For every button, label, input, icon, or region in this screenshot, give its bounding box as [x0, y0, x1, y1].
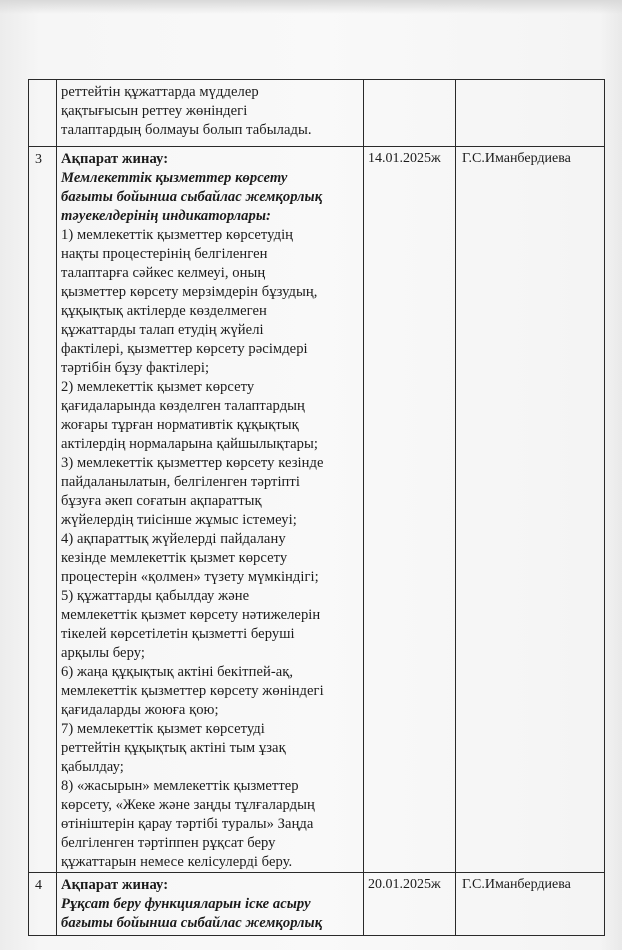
text-line: мемлекеттік қызметтер көрсету жөніндегі: [61, 683, 324, 699]
text-line: 3) мемлекеттік қызметтер көрсету кезінде: [61, 455, 324, 471]
text-line: жоғары тұрған нормативтік құқықтық: [61, 417, 299, 433]
text-line: құжаттарын немесе келісулерді беру.: [61, 854, 293, 870]
description-cell: [57, 873, 364, 936]
text-line: нақты процестерінің белгіленген: [61, 246, 268, 262]
page-top-edge: [0, 0, 622, 14]
text-line: арқылы беру;: [61, 645, 145, 661]
row-number-cell: [29, 147, 57, 873]
responsible-cell: [456, 80, 605, 147]
text-line: фактілері, қызметтер көрсету рәсімдері: [61, 341, 308, 357]
text-line: реттейтін құқықтық актіні тым ұзақ: [61, 740, 286, 756]
date-cell: [364, 873, 456, 936]
text-line: 5) құжаттарды қабылдау және: [61, 588, 250, 604]
text-line: жүйелердің тиісінше жұмыс істемеуі;: [61, 512, 297, 528]
section-subheading: тәуекелдерінің индикаторлары:: [61, 208, 271, 224]
text-line: құжаттарды талап етудің жүйелі: [61, 322, 264, 338]
text-line: бұзуға әкеп соғатын ақпараттық: [61, 493, 262, 509]
date-value: 20.01.2025ж: [368, 877, 441, 892]
responsible-name: Г.С.Иманбердиева: [462, 151, 571, 166]
responsible-cell: [456, 873, 605, 936]
responsible-name: Г.С.Иманбердиева: [462, 877, 571, 892]
text-line: қызметтер көрсету мерзімдерін бұзудың,: [61, 284, 318, 300]
text-line: кезінде мемлекеттік қызмет көрсету: [61, 550, 288, 566]
table-row: [29, 147, 605, 873]
section-subheading: бағыты бойынша сыбайлас жемқорлық: [61, 915, 323, 931]
text-line: өтініштерін қарау тәртібі туралы» Заңда: [61, 816, 314, 832]
text-line: талаптарға сәйкес келмеуі, оның: [61, 265, 266, 281]
text-line: талаптардың болмауы болып табылады.: [61, 122, 312, 138]
section-subheading: бағыты бойынша сыбайлас жемқорлық: [61, 189, 323, 205]
row-number: 4: [35, 878, 42, 893]
description-cell: [57, 80, 364, 147]
text-line: қабылдау;: [61, 759, 124, 775]
description-text: [57, 147, 363, 872]
row-number: [29, 80, 56, 83]
date-value: [364, 80, 455, 82]
text-line: 2) мемлекеттік қызмет көрсету: [61, 379, 255, 395]
row-number: 3: [35, 152, 42, 167]
text-line: 4) ақпараттық жүйелерді пайдалану: [61, 531, 286, 547]
section-subheading: Мемлекеттік қызметтер көрсету: [61, 170, 288, 186]
section-heading: Ақпарат жинау:: [61, 151, 169, 167]
text-line: процестерін «қолмен» түзету мүмкіндігі;: [61, 569, 319, 585]
responsible-cell: [456, 147, 605, 873]
table-row: [29, 873, 605, 936]
text-line: 8) «жасырын» мемлекеттік қызметтер: [61, 778, 299, 794]
text-line: қағидаларды жоюға қою;: [61, 702, 219, 718]
date-value: 14.01.2025ж: [368, 151, 441, 166]
text-line: 7) мемлекеттік қызмет көрсетуді: [61, 721, 265, 737]
text-line: қағидаларында көзделген талаптардың: [61, 398, 305, 414]
text-line: 6) жаңа құқықтық актіні бекітпей-ақ,: [61, 664, 294, 680]
row-number-cell: [29, 873, 57, 936]
text-line: тәртібін бұзу фактілері;: [61, 360, 210, 376]
text-line: пайдаланылатын, белгіленген тәртіпті: [61, 474, 300, 490]
text-line: көрсету, «Жеке және заңды тұлғалардың: [61, 797, 315, 813]
text-line: тікелей көрсетілетін қызметті беруші: [61, 626, 295, 642]
text-line: белгіленген тәртіппен рұқсат беру: [61, 835, 276, 851]
description-text: [57, 80, 363, 140]
description-cell: [57, 147, 364, 873]
date-cell: [364, 147, 456, 873]
text-line: қақтығысын реттеу жөніндегі: [61, 103, 248, 119]
row-number-cell: [29, 80, 57, 147]
section-subheading: Рұқсат беру функцияларын іске асыру: [61, 896, 311, 912]
date-cell: [364, 80, 456, 147]
text-line: реттейтін құжаттарда мүдделер: [61, 84, 259, 100]
responsible-name: [456, 80, 604, 82]
text-line: актілердің нормаларына қайшылықтары;: [61, 436, 318, 452]
plan-table: [28, 79, 605, 936]
text-line: мемлекеттік қызмет көрсету нәтижелерін: [61, 607, 321, 623]
description-text: [57, 873, 363, 933]
table-row: [29, 80, 605, 147]
text-line: 1) мемлекеттік қызметтер көрсетудің: [61, 227, 294, 243]
text-line: құқықтық актілерде көзделмеген: [61, 303, 267, 319]
section-heading: Ақпарат жинау:: [61, 877, 169, 893]
